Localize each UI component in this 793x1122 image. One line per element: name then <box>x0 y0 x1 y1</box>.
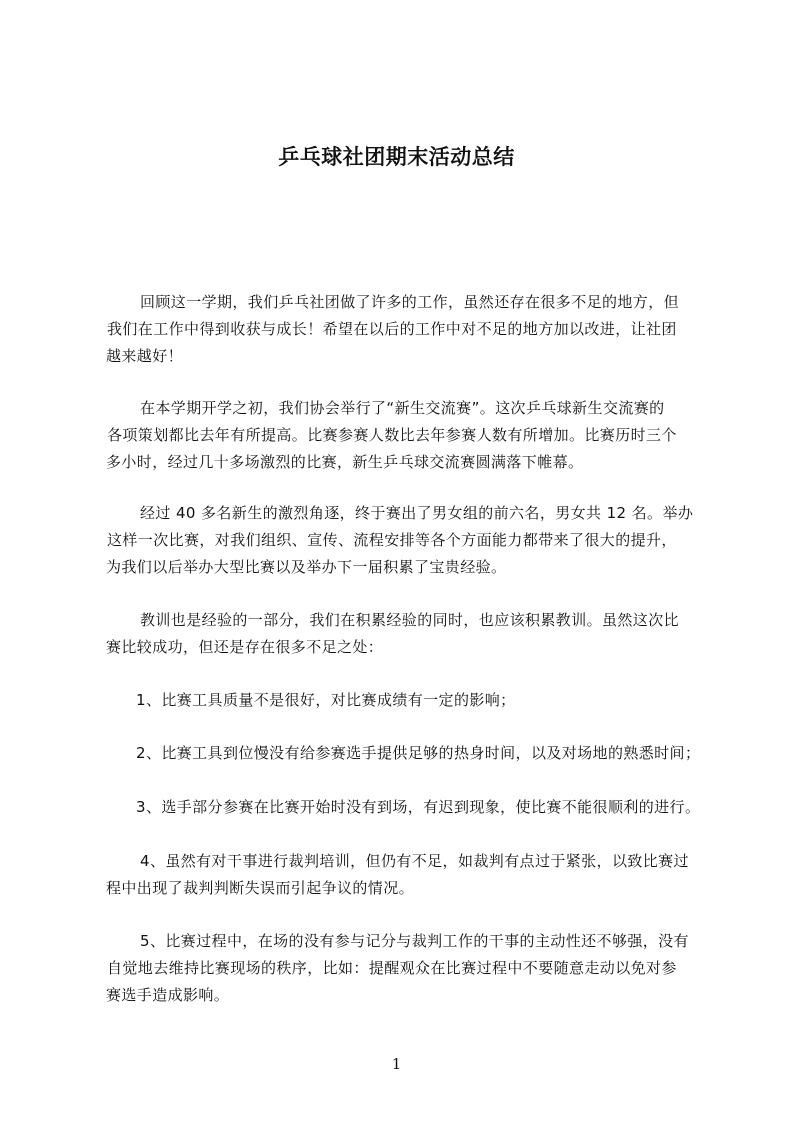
paragraph-line: 在本学期开学之初，我们协会举行了“新生交流赛”。这次乒乓球新生交流赛的 <box>140 399 665 417</box>
page-number: 1 <box>391 1055 402 1073</box>
paragraph-line: 多小时，经过几十多场激烈的比赛，新生乒乓球交流赛圆满落下帷幕。 <box>106 453 584 471</box>
issue-line: 2、比赛工具到位慢没有给参赛选手提供足够的热身时间，以及对场地的熟悉时间； <box>136 744 701 762</box>
paragraph-line: 回顾这一学期，我们乒乓社团做了许多的工作，虽然还存在很多不足的地方，但 <box>140 293 680 311</box>
paragraph-line: 这样一次比赛，对我们组织、宣传、流程安排等各个方面能力都带来了很大的提升， <box>107 531 677 549</box>
issue-line: 4、虽然有对干事进行裁判培训，但仍有不足，如裁判有点过于紧张，以致比赛过 <box>140 852 689 870</box>
paragraph-line: 赛比较成功，但还是存在很多不足之处： <box>106 638 384 656</box>
issue-line: 1、比赛工具质量不是很好，对比赛成绩有一定的影响； <box>136 691 516 709</box>
paragraph-line: 教训也是经验的一部分，我们在积累经验的同时，也应该积累教训。虽然这次比 <box>140 611 680 629</box>
issue-line: 程中出现了裁判判断失误而引起争议的情况。 <box>106 879 415 897</box>
paragraph-line: 为我们以后举办大型比赛以及举办下一届积累了宝贵经验。 <box>106 558 507 576</box>
paragraph-line: 越来越好！ <box>106 347 184 365</box>
paragraph-line: 各项策划都比去年有所提高。比赛参赛人数比去年参赛人数有所增加。比赛历时三个 <box>107 426 677 444</box>
paragraph-line: 经过 40 多名新生的激烈角逐，终于赛出了男女组的前六名，男女共 12 名。举办 <box>140 504 694 522</box>
issue-line: 3、选手部分参赛在比赛开始时没有到场，有迟到现象，使比赛不能很顺利的进行。 <box>136 798 701 816</box>
paragraph-line: 我们在工作中得到收获与成长！希望在以后的工作中对不足的地方加以改进，让社团 <box>107 320 677 338</box>
issue-line: 赛选手造成影响。 <box>106 986 230 1004</box>
issue-line: 自觉地去维持比赛现场的秩序，比如：提醒观众在比赛过程中不要随意走动以免对参 <box>107 959 677 977</box>
document-title: 乒乓球社团期末活动总结 <box>278 145 515 169</box>
issue-line: 5、比赛过程中，在场的没有参与记分与裁判工作的干事的主动性还不够强，没有 <box>140 932 689 950</box>
